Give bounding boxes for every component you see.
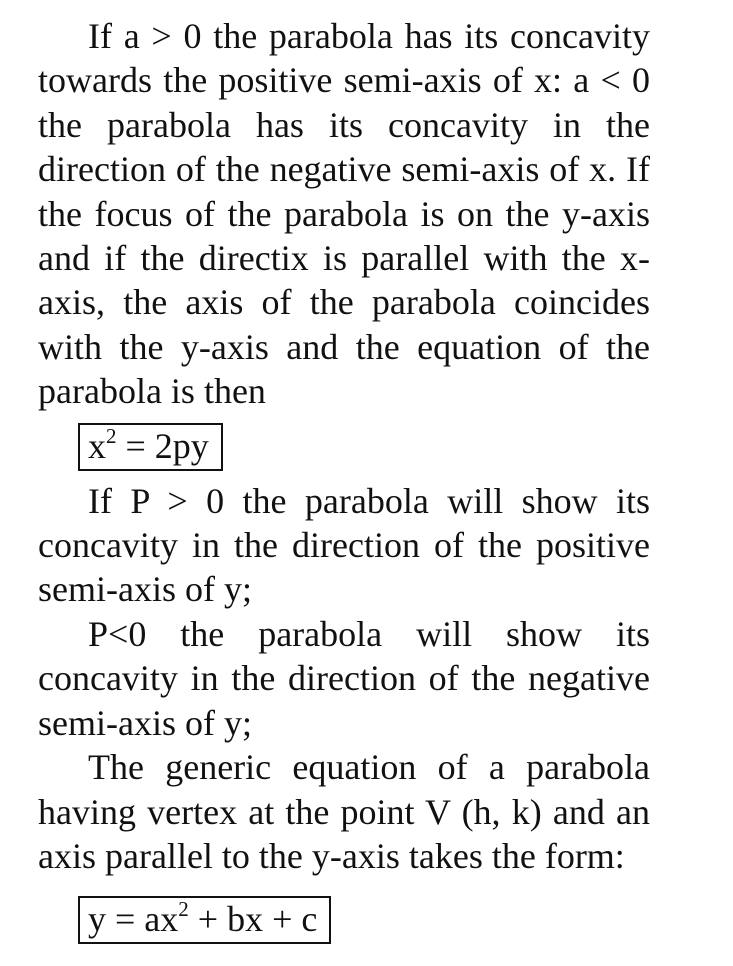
document-page xyxy=(38,14,650,944)
paragraph-concavity-x: If a > 0 the parabola has its concavity towards the positive semi-axis of x: a < 0 the parabola has its concavity in the direction of the negative semi-axis of x. If the focus of the parabola is on the y-axis and if the directix is parallel with the x-axis, the axis of the parabola coincides with the y-axis and the equation of the parabola is then xyxy=(38,16,650,412)
formula-rest: = 2py xyxy=(116,425,209,466)
formula-box-x2-2py xyxy=(78,423,223,471)
formula-base: x xyxy=(88,425,106,466)
formula-rest: + bx + c xyxy=(188,899,318,940)
formula-box-generic-parabola xyxy=(78,896,331,944)
paragraph-p-negative: P<0 the parabola will show its concavity in the direction of the negative semi-axis of y; xyxy=(38,613,650,743)
formula-exponent: 2 xyxy=(178,897,189,922)
formula-exponent: 2 xyxy=(106,423,117,448)
paragraph-p-positive: If P > 0 the parabola will show its concavity in the direction of the positive semi-axis of y; xyxy=(38,480,650,610)
paragraph-generic-equation: The generic equation of a parabola having vertex at the point V (h, k) and an axis parallel to the y-axis takes the form: xyxy=(38,747,650,876)
formula-base: y = ax xyxy=(88,899,179,940)
